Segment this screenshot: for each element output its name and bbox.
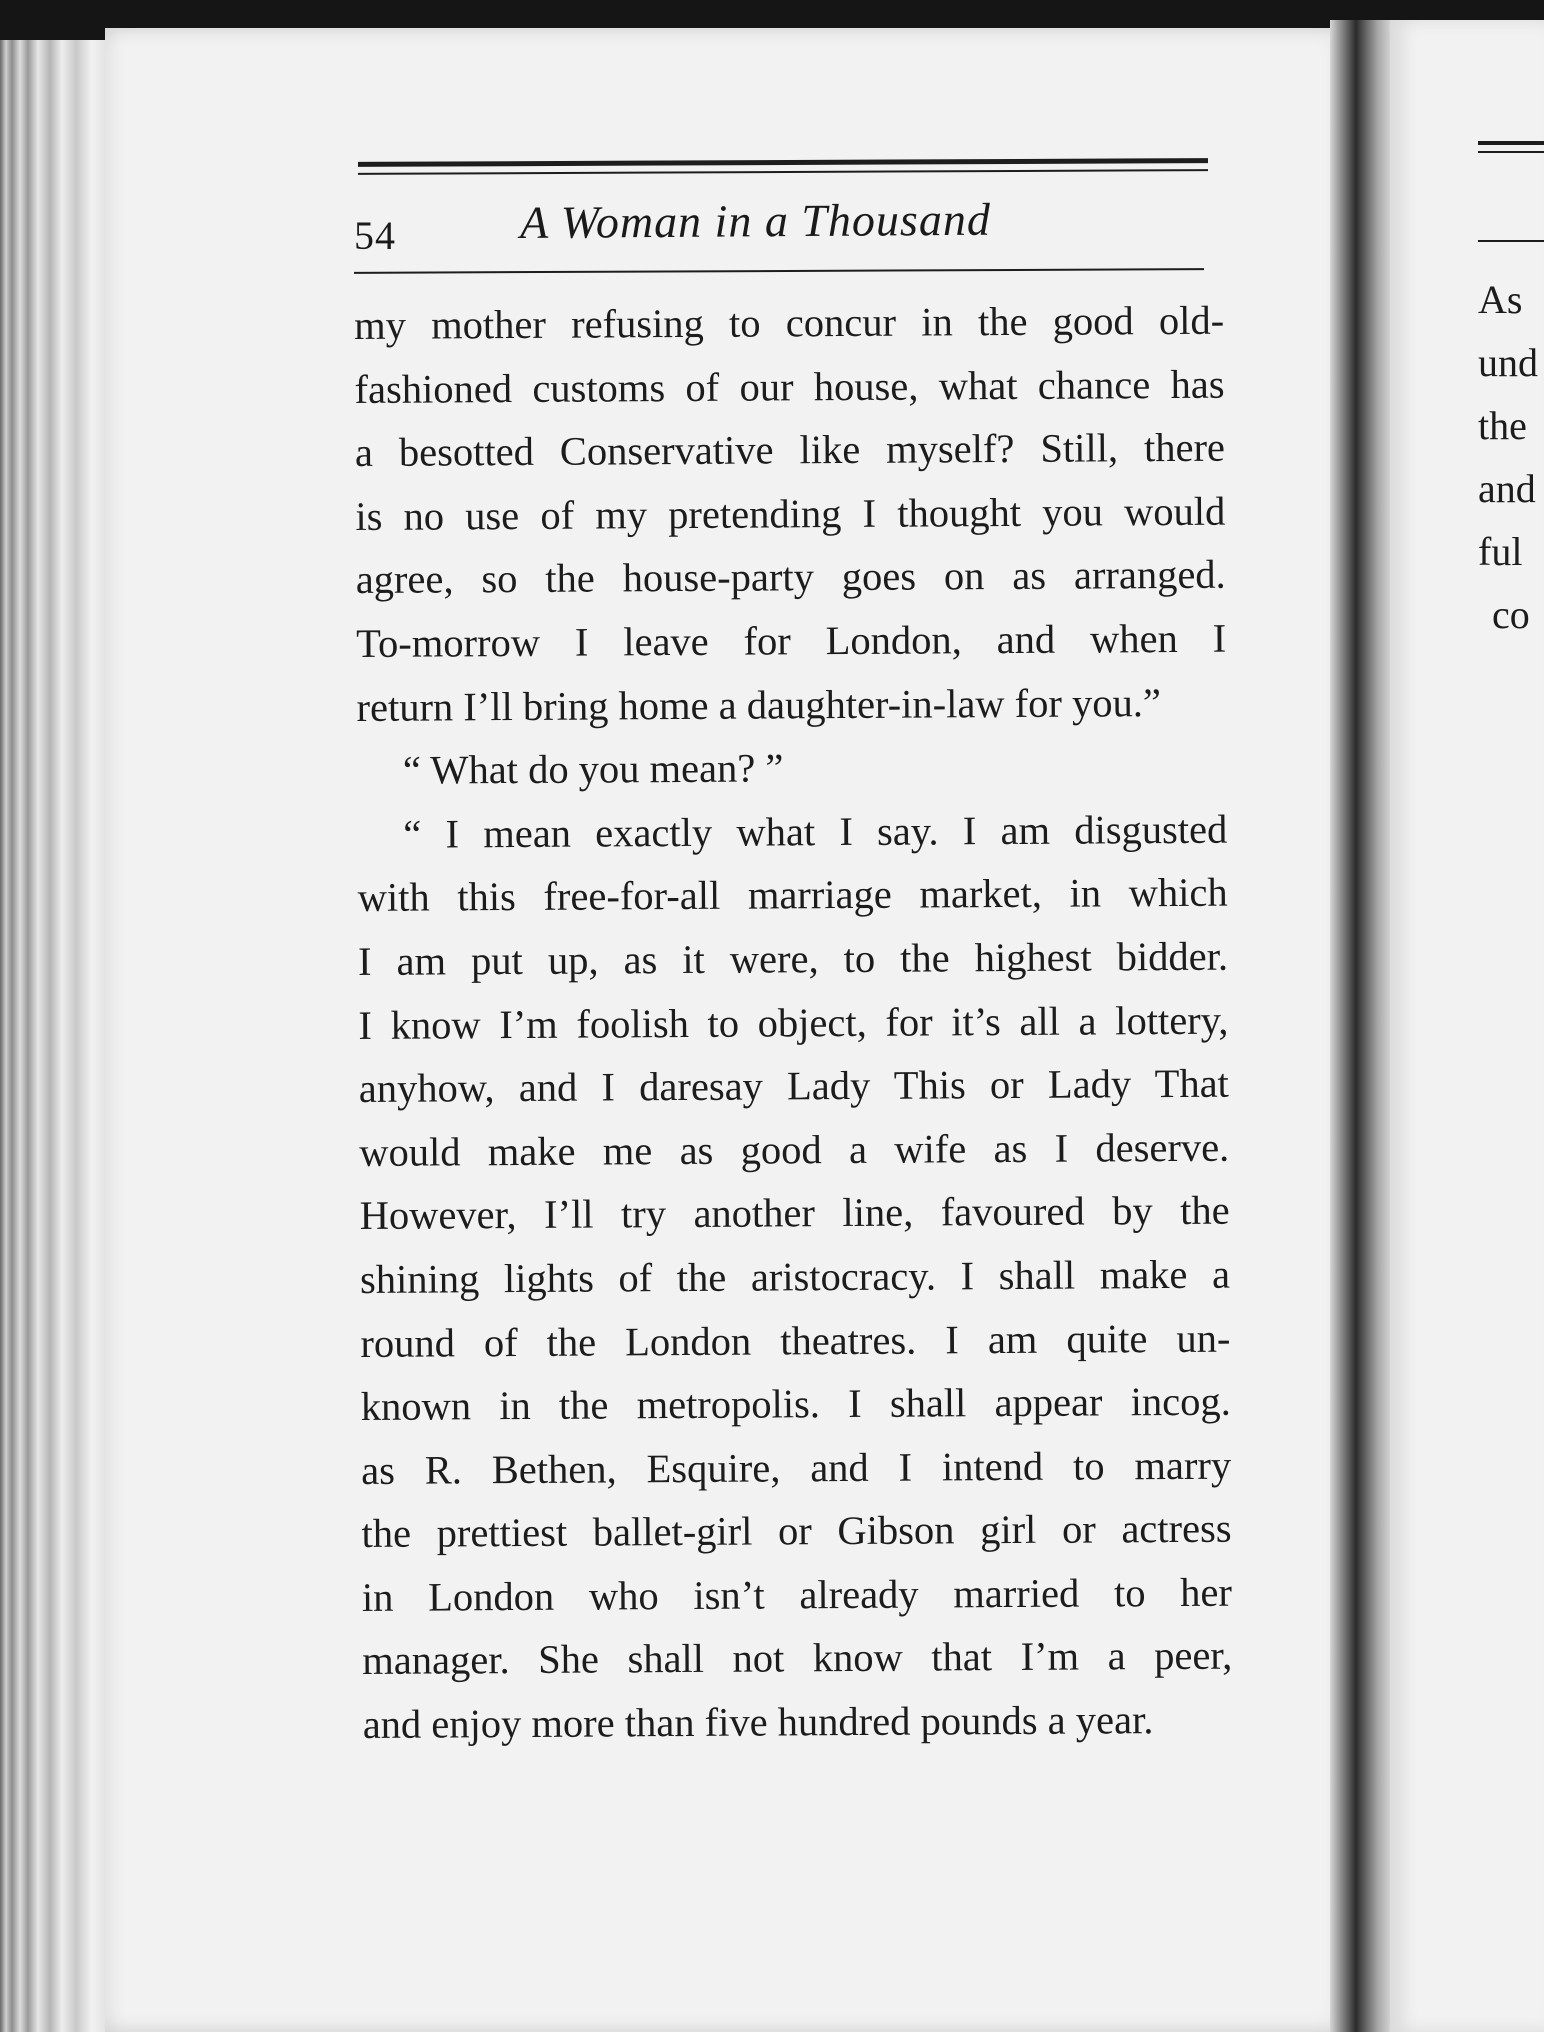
page-number: 54	[354, 213, 396, 258]
text-line: with this free-for-all marriage market, in which	[357, 870, 1228, 921]
right-header-rule-bottom	[1478, 240, 1544, 242]
right-header-rule-thin	[1478, 151, 1544, 153]
body-text	[354, 289, 1233, 1757]
right-text-fragment: the	[1478, 403, 1527, 448]
right-page-text	[1478, 268, 1544, 646]
text-line: and enjoy more than five hundred pounds a year.	[362, 1697, 1154, 1748]
right-text-fragment: co	[1492, 592, 1530, 637]
text-line: However, I’ll try another line, favoured by the	[359, 1187, 1230, 1239]
text-line: round of the London theatres. I am quite un-	[360, 1315, 1231, 1366]
text-line: manager. She shall not know that I’m a peer,	[362, 1633, 1233, 1684]
right-header-rule-thick	[1478, 141, 1544, 145]
right-text-fragment: ful	[1478, 529, 1523, 574]
text-line: as R. Bethen, Esquire, and I intend to marry	[361, 1442, 1232, 1493]
right-text-fragment: und	[1478, 340, 1538, 385]
text-line: known in the metropolis. I shall appear incog.	[360, 1378, 1231, 1430]
text-line: in London who isn’t already married to her	[361, 1569, 1233, 1620]
text-line: my mother refusing to concur in the good old-	[354, 297, 1225, 348]
running-title: A Woman in a Thousand	[519, 193, 992, 248]
text-line: shining lights of the aristocracy. I shall make a	[359, 1251, 1231, 1302]
text-line: To-morrow I leave for London, and when I	[355, 615, 1227, 666]
book-gutter	[1330, 20, 1392, 2032]
text-line: agree, so the house-party goes on as arranged.	[355, 552, 1226, 603]
text-line: “ I mean exactly what I say. I am disgusted	[403, 806, 1228, 857]
text-line: anyhow, and I daresay Lady This or Lady That	[358, 1060, 1229, 1112]
text-line: “ What do you mean? ”	[402, 745, 784, 793]
text-line: fashioned customs of our house, what chance has	[354, 361, 1225, 412]
right-text-fragment: As	[1478, 277, 1523, 322]
text-line: I am put up, as it were, to the highest bidder.	[357, 933, 1229, 984]
text-line: is no use of my pretending I thought you would	[355, 488, 1226, 539]
text-line: return I’ll bring home a daughter-in-law for you.”	[356, 679, 1162, 730]
text-line: a besotted Conservative like myself? Still, there	[354, 424, 1226, 476]
text-line: I know I’m foolish to object, for it’s all a lottery,	[358, 997, 1229, 1048]
text-line: would make me as good a wife as I deserve.	[359, 1124, 1230, 1175]
right-text-fragment: and	[1478, 466, 1536, 511]
text-line: the prettiest ballet-girl or Gibson girl or actress	[361, 1505, 1232, 1557]
